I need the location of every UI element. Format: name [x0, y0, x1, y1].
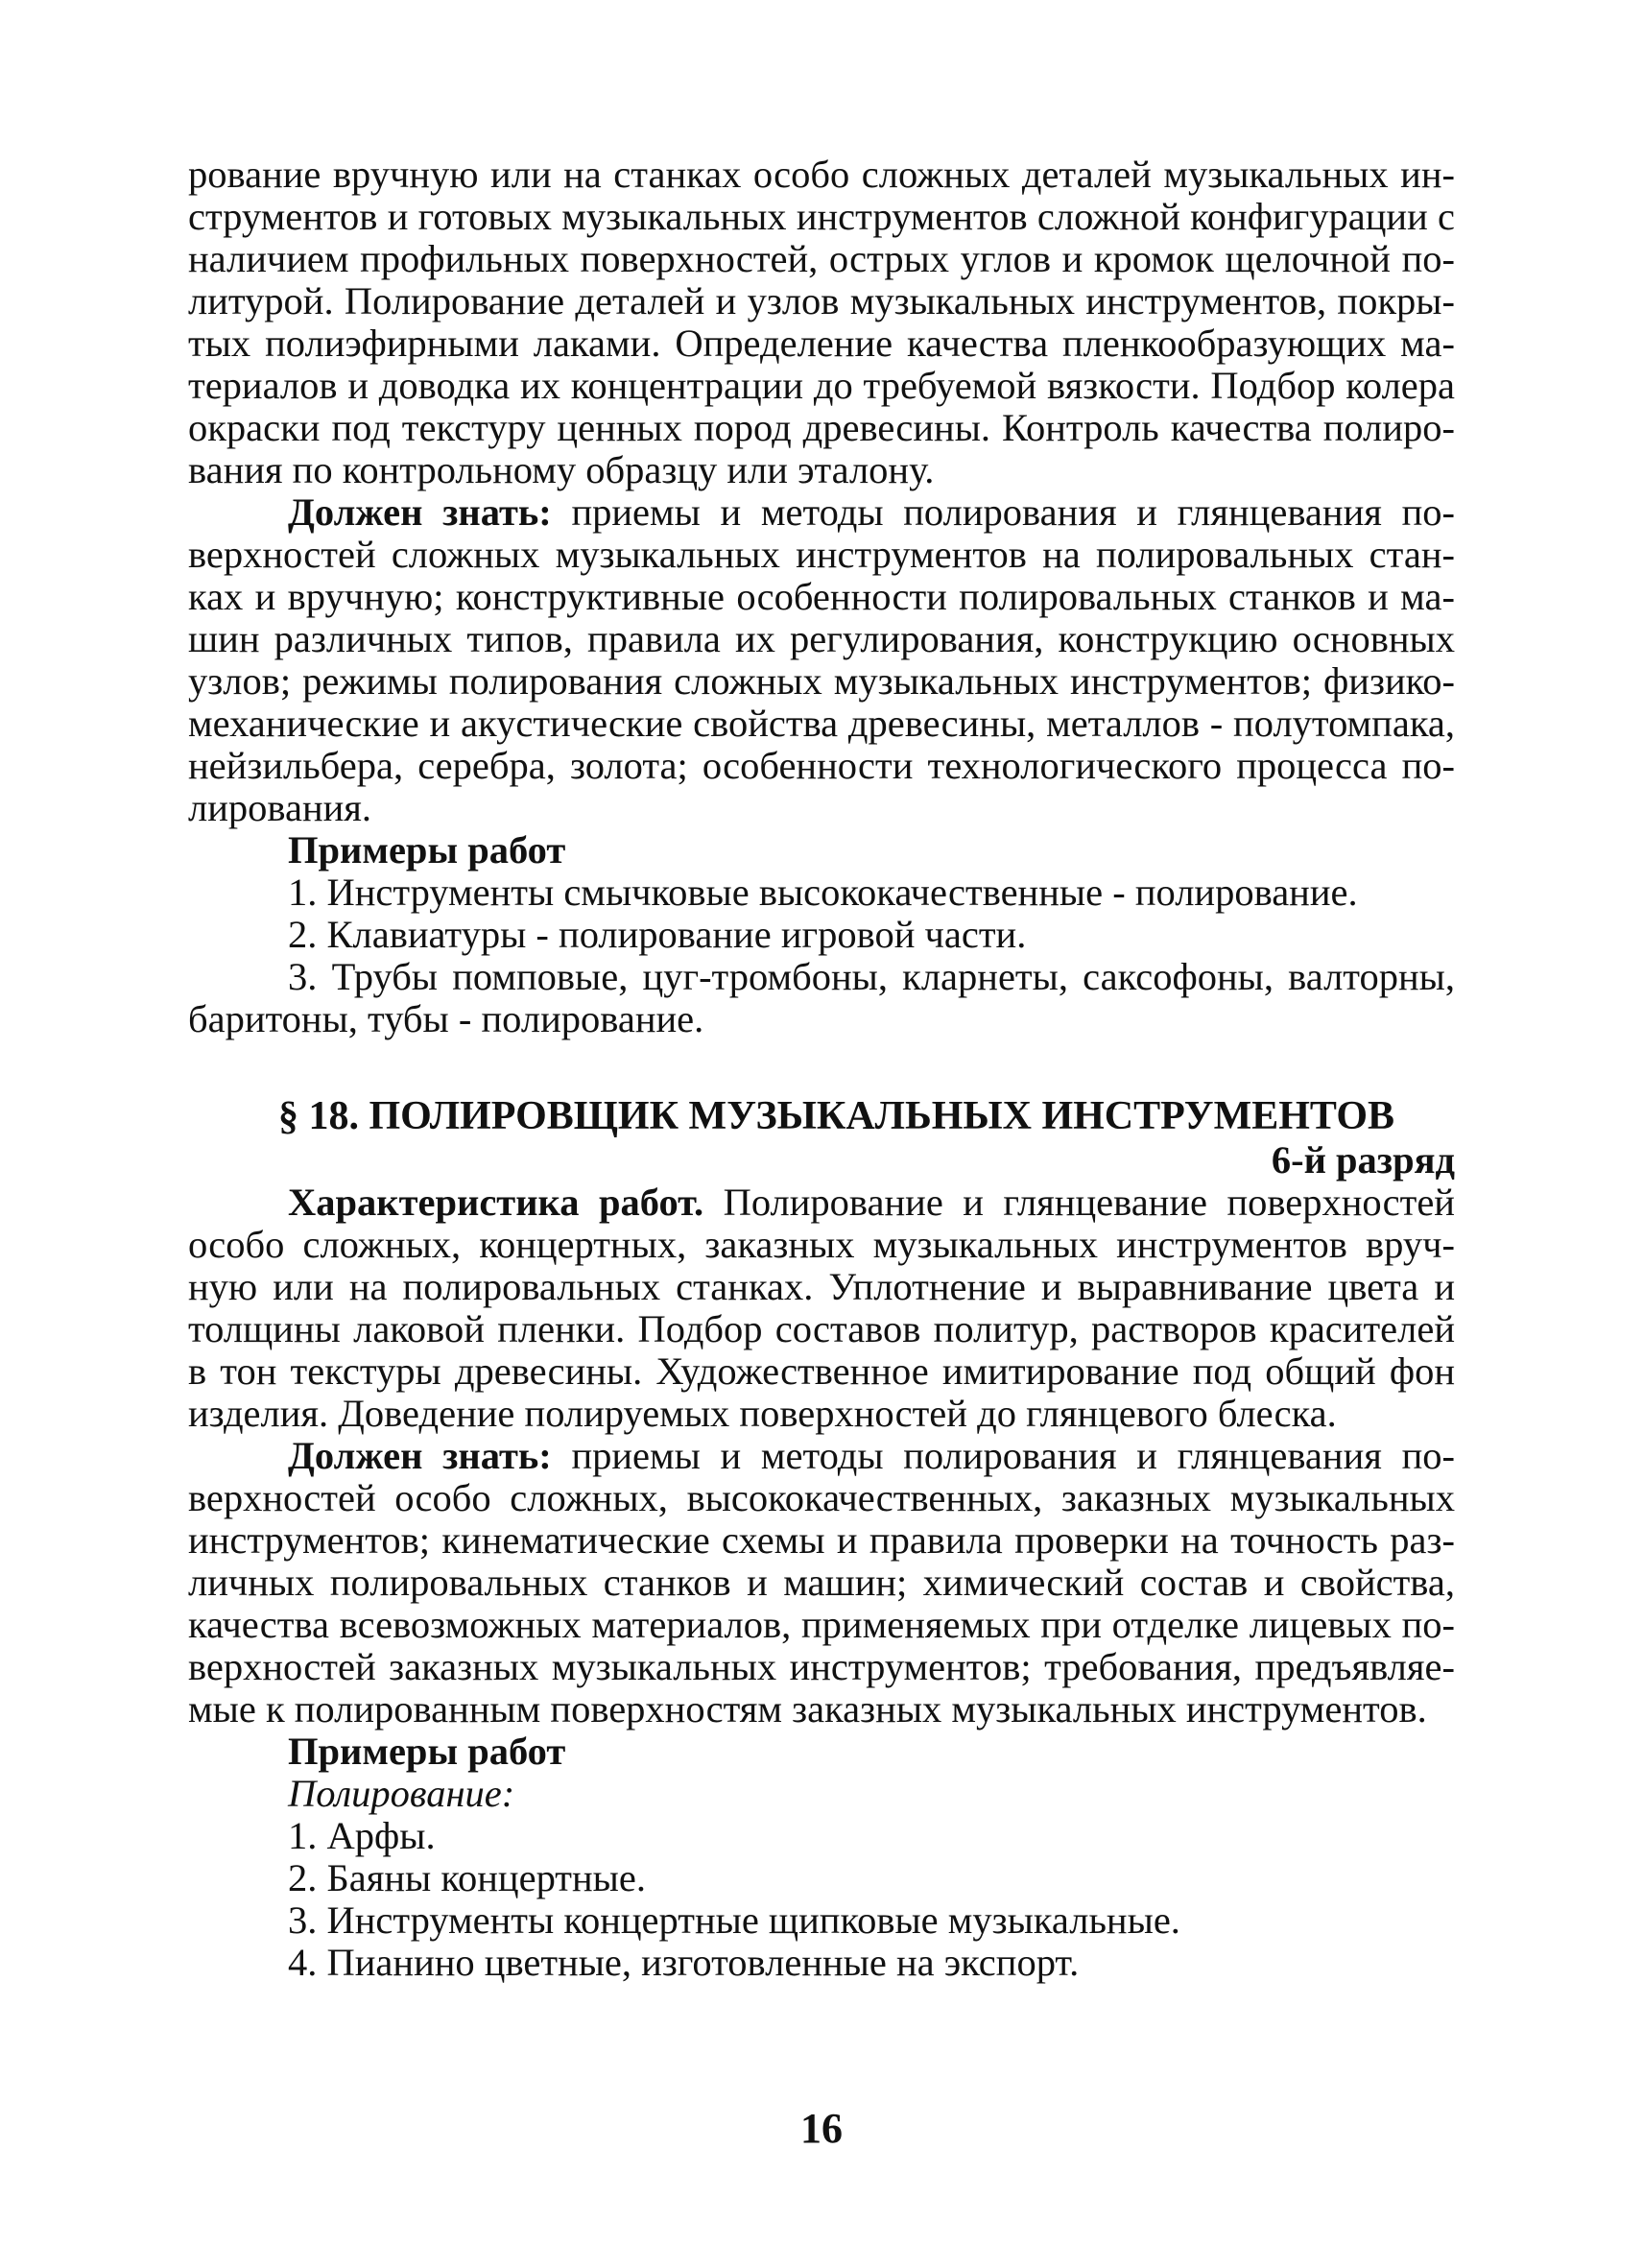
knowledge-label: Должен знать: — [288, 490, 552, 534]
example-item: 2. Клавиатуры - полирование игровой части. — [288, 913, 1027, 956]
example-item: 3. Инструменты концертные щипковые музыкальные. — [288, 1898, 1180, 1942]
example-item: 4. Пианино цветные, изготовленные на экспорт. — [288, 1941, 1080, 1984]
knowledge-text: приемы и методы полирования и глянцевания поверхностей сложных музыкальных инструментов на полировальных станках и вручную; конструктивные особенности полировальных станков и машин различных типов, правила их регулирования, конструкцию основных узлов; режимы полирования сложных музыкальных инструментов; физико-механические и акустические свойства древесины, металлов - полутомпака, нейзильбера, серебра, золота; особенности технологического процесса полирования. — [188, 490, 1455, 829]
document-page — [188, 154, 1455, 1984]
example-item: 1. Инструменты смычковые высококачественные - полирование. — [288, 871, 1358, 914]
characteristics-paragraph — [188, 1182, 1455, 1435]
continuation-paragraph: рование вручную или на станках особо сложных деталей музыкальных инструментов и готовых музыкальных инструментов сложной конфигурации с наличием профильных поверхностей, острых углов и кромок щелочной политурой. Полирование деталей и узлов музыкальных инструментов, покрытых полиэфирными лаками. Определение качества пленкообразующих материалов и доводка их концентрации до требуемой вязкости. Подбор колера окраски под текстуру ценных пород древесины. Контроль качества полирования по контрольному образцу или эталону. — [188, 153, 1455, 491]
page-number: 16 — [800, 2105, 843, 2152]
knowledge-text: приемы и методы полирования и глянцевания поверхностей особо сложных, высококачественных, заказных музыкальных инструментов; кинематические схемы и правила проверки на точность различных полировальных станков и машин; химический состав и свойства, качества всевозможных материалов, применяемых при отделке лицевых поверхностей заказных музыкальных инструментов; требования, предъявляемые к полированным поверхностям заказных музыкальных инструментов. — [188, 1434, 1455, 1731]
section17-knowledge-paragraph — [188, 491, 1455, 829]
examples-heading: Примеры работ — [288, 828, 566, 871]
example-item: 1. Арфы. — [288, 1814, 436, 1857]
characteristics-label: Характеристика работ. — [288, 1181, 704, 1224]
section-title: § 18. ПОЛИРОВЩИК МУЗЫКАЛЬНЫХ ИНСТРУМЕНТОВ — [278, 1094, 1395, 1138]
examples-subheading: Полирование: — [288, 1772, 515, 1815]
knowledge-label: Должен знать: — [288, 1434, 552, 1477]
section18-knowledge-paragraph — [188, 1435, 1455, 1731]
example-item: 2. Баяны концертные. — [288, 1856, 646, 1899]
grade-label: 6-й разряд — [1271, 1138, 1455, 1182]
example-item: 3. Трубы помповые, цуг-тромбоны, кларнеты, саксофоны, валторны, баритоны, тубы - полирование. — [188, 955, 1455, 1040]
characteristics-text: Полирование и глянцевание поверхностей особо сложных, концертных, заказных музыкальных инструментов вручную или на полировальных станках. Уплотнение и выравнивание цвета и толщины лаковой пленки. Подбор составов политур, растворов красителей в тон текстуры древесины. Художественное имитирование под общий фон изделия. Доведение полируемых поверхностей до глянцевого блеска. — [188, 1181, 1455, 1435]
examples-heading: Примеры работ — [288, 1730, 566, 1773]
